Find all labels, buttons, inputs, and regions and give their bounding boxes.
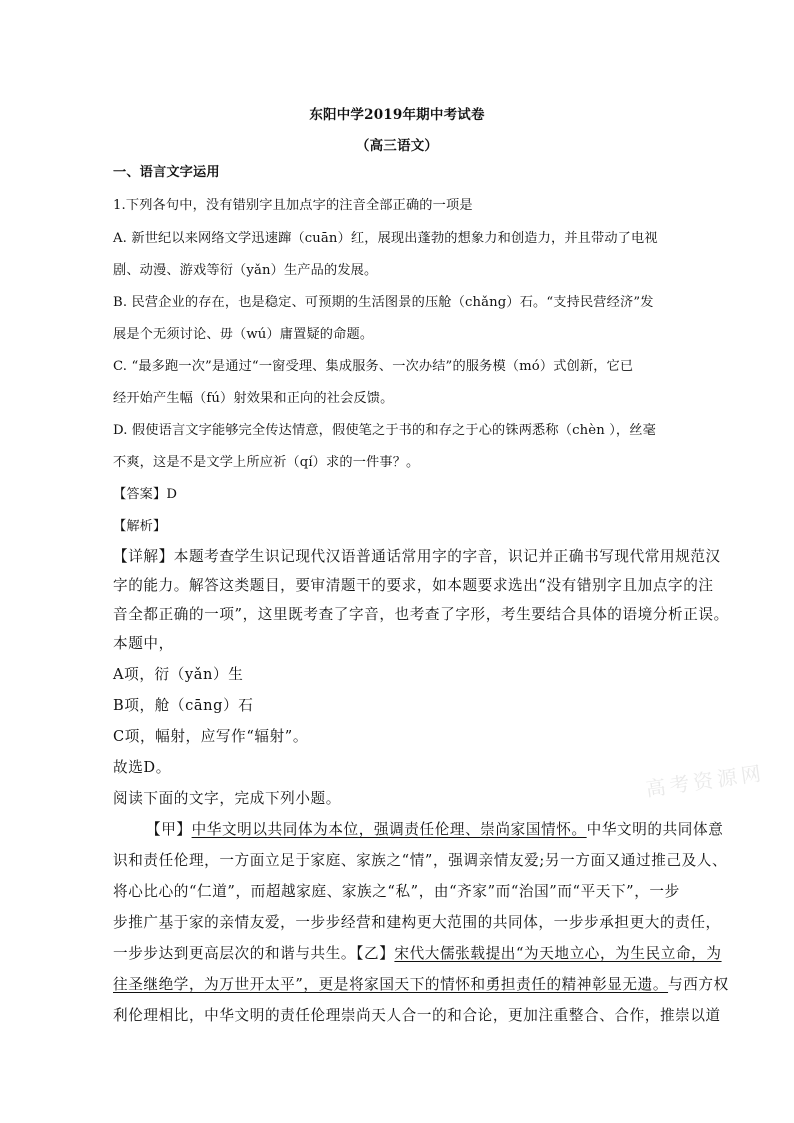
- option-c-line-1: C. “最多跑一次”是通过“一窗受理、集成服务、一次办结”的服务模（mó）式创新，它已: [113, 359, 634, 374]
- passage-text: 中华文明的共同体意: [586, 821, 724, 838]
- underlined-sentence-1: 中华文明以共同体为本位，强调责任伦理、崇尚家国情怀。: [191, 821, 587, 838]
- option-a-line-2: 剧、动漫、游戏等衍（yǎn）生产品的发展。: [113, 263, 378, 278]
- analysis-label: 【解析】: [113, 519, 167, 534]
- underlined-sentence-2b: 往圣继绝学，为万世开太平”，更是将家国天下的情怀和勇担责任的精神彰显无遗。: [113, 976, 669, 993]
- item-c: C项，幅射，应写作“辐射”。: [113, 728, 309, 745]
- passage-line-1: [146, 821, 724, 839]
- passage-line-2: 识和责任伦理，一方面立足于家庭、家族之“情”，强调亲情友爱;另一方面又通过推己及人、: [113, 852, 728, 869]
- passage-line-6: [113, 976, 729, 994]
- answer: 【答案】D: [113, 487, 178, 502]
- detail-line-1: 【详解】本题考查学生识记现代汉语普通话常用字的字音，识记并正确书写现代常用规范汉: [113, 548, 721, 565]
- passage-line-3: 将心比心的“仁道”，而超越家庭、家族之“私”，由“齐家”而“治国”而“平天下”，一步: [113, 883, 680, 900]
- passage-line-4: 步推广基于家的亲情友爱，一步步经营和建构更大范围的共同体，一步步承担更大的责任，: [113, 914, 721, 931]
- passage-line-7: 利伦理相比，中华文明的责任伦理崇尚天人合一的和合论，更加注重整合、合作，推崇以道: [113, 1007, 721, 1024]
- underlined-sentence-2a: 宋代大儒张载提出“为天地立心，为生民立命，为: [394, 945, 722, 962]
- exam-title: 东阳中学2019年期中考试卷: [309, 107, 485, 123]
- item-b: B项，舱（cāng）石: [113, 697, 254, 714]
- section-heading: 一、语言文字运用: [113, 165, 220, 180]
- option-b-line-1: B. 民营企业的存在，也是稳定、可预期的生活图景的压舱（chǎng）石。“支持民营经济”发: [113, 295, 654, 310]
- detail-line-2: 字的能力。解答这类题目，要审清题干的要求，如本题要求选出“没有错别字且加点字的注: [113, 577, 714, 594]
- passage-text: 一步步达到更高层次的和谐与共生。: [113, 945, 357, 962]
- exam-subtitle: （高三语文）: [355, 138, 439, 154]
- choice: 故选D。: [113, 759, 171, 776]
- question-stem: 1.下列各句中，没有错别字且加点字的注音全部正确的一项是: [113, 198, 473, 213]
- option-d-line-2: 不爽，这是不是文学上所应祈（qí）求的一件事？。: [113, 455, 420, 470]
- passage-label-jia: 【甲】: [146, 821, 192, 838]
- detail-line-3: 音全都正确的一项”，这里既考查了字音，也考查了字形，考生要结合具体的语境分析正误。: [113, 606, 729, 623]
- item-a: A项，衍（yǎn）生: [113, 666, 244, 683]
- watermark: 高考资源网: [644, 760, 767, 802]
- option-d-line-1: D. 假使语言文字能够完全传达情意，假使笔之于书的和存之于心的铢两悉称（chèn ），丝毫: [113, 423, 656, 438]
- reading-intro: 阅读下面的文字，完成下列小题。: [113, 790, 341, 807]
- detail-line-4: 本题中，: [113, 635, 174, 652]
- passage-text: 与西方权: [668, 976, 729, 993]
- option-a-line-1: A. 新世纪以来网络文学迅速蹿（cuān）红，展现出蓬勃的想象力和创造力，并且带动了电视: [113, 231, 658, 246]
- passage-line-5: [113, 945, 722, 963]
- option-b-line-2: 展是个无须讨论、毋（wú）庸置疑的命题。: [113, 327, 374, 342]
- option-c-line-2: 经开始产生幅（fú）射效果和正向的社会反馈。: [113, 391, 394, 406]
- passage-label-yi: 【乙】: [356, 945, 395, 962]
